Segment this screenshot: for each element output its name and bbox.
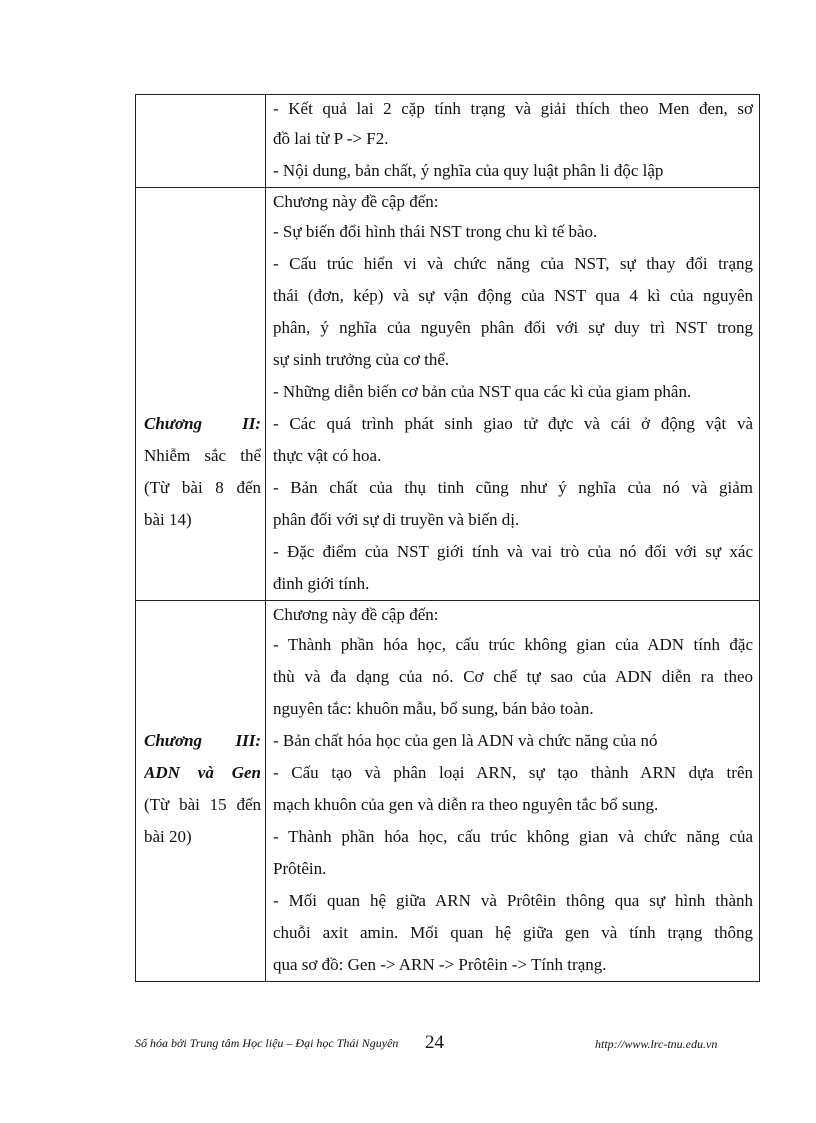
row3-line: thù và đa dạng của nó. Cơ chế tự sao của ADN diễn ra theo	[273, 667, 753, 686]
table-row-chapter3	[136, 601, 760, 982]
row3-line: - Thành phần hóa học, cấu trúc không gian và chức năng của	[273, 827, 753, 846]
table-row-chapter1-cont	[136, 95, 760, 188]
chapter3-range: (Từ bài 15 đến	[144, 795, 261, 814]
row2-line: Chương này đề cập đến:	[273, 192, 439, 211]
chapter3-title: Chương III:	[144, 731, 261, 750]
row2-line: sự sinh trưởng của cơ thể.	[273, 350, 450, 369]
row2-line: - Cấu trúc hiển vi và chức năng của NST, sự thay đổi trạng	[273, 254, 753, 273]
row2-line: - Những diễn biến cơ bản của NST qua các kì của giam phân.	[273, 382, 692, 401]
row2-line: phân đối với sự di truyền và biến dị.	[273, 510, 520, 529]
chapter2-subtitle: Nhiễm sắc thể	[144, 446, 261, 465]
row3-right-cell	[266, 601, 760, 982]
row2-line: thái (đơn, kép) và sự vận động của NST qua 4 kì của nguyên	[273, 286, 753, 305]
row2-line: thực vật có hoa.	[273, 446, 382, 465]
row2-line: phân, ý nghĩa của nguyên phân đối với sự duy trì NST trong	[273, 318, 753, 337]
row3-line: chuỗi axit amin. Mối quan hệ giữa gen và tính trạng thông	[273, 923, 753, 942]
footer-source: Số hóa bởi Trung tâm Học liệu – Đại học Thái Nguyên	[135, 1036, 399, 1050]
row2-right-cell	[266, 188, 760, 601]
row2-line: - Bản chất của thụ tinh cũng như ý nghĩa của nó và giảm	[273, 478, 753, 497]
row3-line: nguyên tắc: khuôn mẫu, bổ sung, bán bảo toàn.	[273, 699, 594, 718]
chapter2-range-end: bài 14)	[144, 510, 192, 529]
chapter3-subtitle: ADN và Gen	[144, 763, 261, 782]
row1-left-cell	[136, 95, 266, 188]
chapter2-title: Chương II:	[144, 414, 261, 433]
row2-left-cell	[136, 188, 266, 601]
row2-line: - Đặc điểm của NST giới tính và vai trò của nó đối với sự xác	[273, 542, 753, 561]
chapter2-range: (Từ bài 8 đến	[144, 478, 261, 497]
table-row-chapter2	[136, 188, 760, 601]
row2-line: đinh giới tính.	[273, 574, 370, 593]
content-table	[135, 94, 760, 982]
row3-line: - Mối quan hệ giữa ARN và Prôtêin thông qua sự hình thành	[273, 891, 753, 910]
row1-line: - Kết quả lai 2 cặp tính trạng và giải thích theo Men đen, sơ	[273, 99, 753, 118]
row2-line: - Sự biến đổi hình thái NST trong chu kì tế bào.	[273, 222, 598, 241]
row1-line: đồ lai từ P -> F2.	[273, 129, 389, 148]
row3-line: - Cấu tạo và phân loại ARN, sự tạo thành ARN dựa trên	[273, 763, 753, 782]
footer-url: http://www.lrc-tnu.edu.vn	[595, 1037, 718, 1051]
row1-line: - Nội dung, bản chất, ý nghĩa của quy luật phân li độc lập	[273, 161, 664, 180]
row3-line: mạch khuôn của gen và diễn ra theo nguyên tắc bổ sung.	[273, 795, 659, 814]
chapter3-range-end: bài 20)	[144, 827, 192, 846]
row1-right-cell	[266, 95, 760, 188]
page-number: 24	[425, 1032, 444, 1053]
row2-line: - Các quá trình phát sinh giao tử đực và cái ở động vật và	[273, 414, 753, 433]
row3-line: Prôtêin.	[273, 859, 327, 878]
row3-line: qua sơ đồ: Gen -> ARN -> Prôtêin -> Tính trạng.	[273, 955, 607, 974]
row3-line: - Bản chất hóa học của gen là ADN và chức năng của nó	[273, 731, 658, 750]
row3-left-cell	[136, 601, 266, 982]
row3-line: - Thành phần hóa học, cấu trúc không gian của ADN tính đặc	[273, 635, 753, 654]
row3-line: Chương này đề cập đến:	[273, 605, 439, 624]
